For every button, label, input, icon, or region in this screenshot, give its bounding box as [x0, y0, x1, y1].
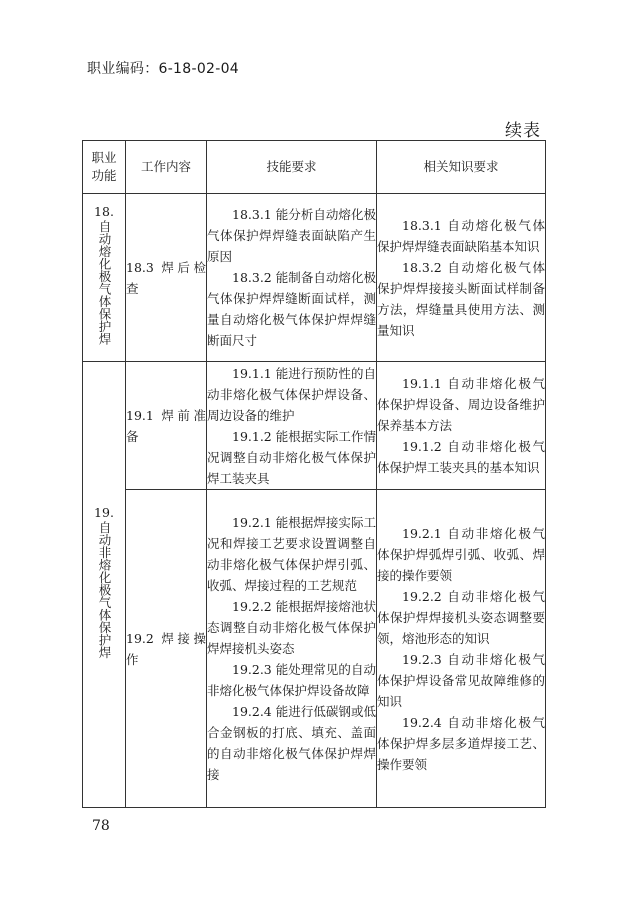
header-function: 职业功能 — [83, 141, 126, 194]
function-name: 自动熔化极气体保护焊 — [97, 220, 112, 345]
knowledge-cell — [377, 362, 546, 490]
knowledge-item: 19.1.1 自动非熔化极气体保护焊设备、周边设备维护保养基本方法 — [377, 376, 545, 433]
knowledge-item: 18.3.2 自动熔化极气体保护焊焊接接头断面试样制备方法，焊缝量具使用方法、测量知识 — [377, 259, 545, 338]
skill-item: 19.2.4 能进行低碳钢或低合金钢板的打底、填充、盖面的自动非熔化极气体保护焊焊接 — [207, 704, 376, 782]
function-cell — [83, 194, 126, 362]
skill-item: 19.2.3 能处理常见的自动非熔化极气体保护焊设备故障 — [207, 662, 376, 698]
skill-item: 19.2.1 能根据焊接实际工况和焊接工艺要求设置调整自动非熔化极气体保护焊引弧、收弧、焊接过程的工艺规范 — [207, 515, 376, 593]
skill-cell — [207, 362, 377, 490]
knowledge-item: 19.2.3 自动非熔化极气体保护焊设备常见故障维修的知识 — [377, 651, 545, 709]
work-content-cell: 19.2 焊接操作 — [126, 490, 207, 808]
table-header-row — [83, 141, 546, 194]
skill-cell — [207, 490, 377, 808]
function-number: 18. — [94, 204, 114, 219]
knowledge-item: 19.1.2 自动非熔化极气体保护焊工装夹具的基本知识 — [377, 439, 545, 475]
table-row — [83, 362, 546, 490]
knowledge-item: 19.2.2 自动非熔化极气体保护焊焊接机头姿态调整要领，熔池形态的知识 — [377, 588, 545, 646]
continued-label: 续表 — [505, 121, 541, 141]
function-cell — [83, 362, 126, 808]
skill-item: 19.2.2 能根据焊接熔池状态调整自动非熔化极气体保护焊焊接机头姿态 — [207, 599, 376, 656]
skill-cell — [207, 194, 377, 362]
knowledge-item: 19.2.1 自动非熔化极气体保护焊弧焊引弧、收弧、焊接的操作要领 — [377, 525, 545, 583]
header-knowledge: 相关知识要求 — [377, 141, 546, 194]
function-name: 自动非熔化极气体保护焊 — [97, 520, 112, 659]
skill-item: 18.3.2 能制备自动熔化极气体保护焊焊缝断面试样，测量自动熔化极气体保护焊焊缝断面尺寸 — [207, 270, 376, 348]
skill-item: 19.1.1 能进行预防性的自动非熔化极气体保护焊设备、周边设备的维护 — [207, 365, 376, 423]
knowledge-cell — [377, 194, 546, 362]
knowledge-item: 19.2.4 自动非熔化极气体保护焊多层多道焊接工艺、操作要领 — [377, 714, 545, 772]
page-number: 78 — [92, 818, 110, 834]
work-content-cell: 18.3 焊后检查 — [126, 194, 207, 362]
table-row — [83, 194, 546, 362]
knowledge-item: 18.3.1 自动熔化极气体保护焊焊缝表面缺陷基本知识 — [377, 217, 545, 254]
knowledge-cell — [377, 490, 546, 808]
occupation-code: 职业编码：6-18-02-04 — [87, 61, 240, 77]
work-content-cell: 19.1 焊前准备 — [126, 362, 207, 490]
table-row — [83, 490, 546, 808]
skill-item: 18.3.1 能分析自动熔化极气体保护焊焊缝表面缺陷产生原因 — [207, 207, 376, 264]
requirements-table — [82, 140, 546, 808]
header-work: 工作内容 — [126, 141, 207, 194]
function-number: 19. — [94, 504, 114, 520]
skill-item: 19.1.2 能根据实际工作情况调整自动非熔化极气体保护焊工装夹具 — [207, 428, 376, 486]
header-skill: 技能要求 — [207, 141, 377, 194]
